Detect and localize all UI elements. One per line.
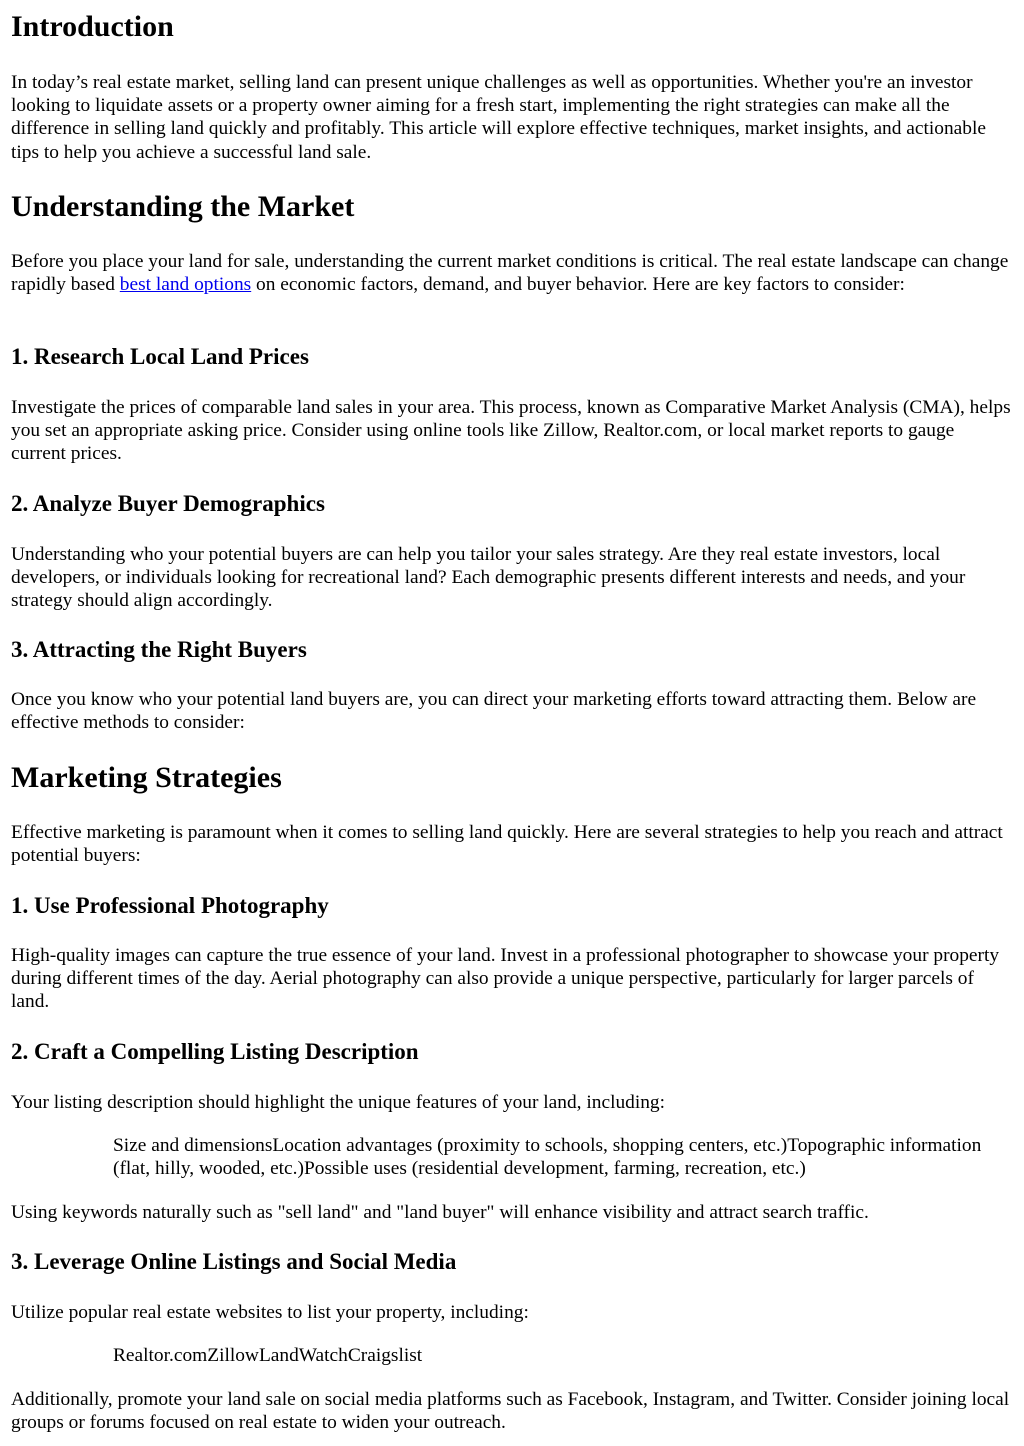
marketing-paragraph: Effective marketing is paramount when it comes to selling land quickly. Here are several strategies to help you reach and attract potential buyers:	[11, 822, 1003, 867]
keywords-paragraph: Using keywords naturally such as "sell land" and "land buyer" will enhance visibility and attract search traffic.	[11, 1202, 869, 1223]
heading-buyer-demographics: 2. Analyze Buyer Demographics	[11, 491, 325, 516]
listing-description-paragraph: Your listing description should highlight the unique features of your land, including:	[11, 1092, 666, 1113]
heading-introduction: Introduction	[11, 10, 174, 43]
photography-paragraph: High-quality images can capture the true essence of your land. Invest in a professional photographer to showcase your property during different times of the day. Aerial photography can also provide a unique perspective, particularly for larger parcels of land.	[11, 945, 1000, 1013]
heading-listing-description: 2. Craft a Compelling Listing Description	[11, 1039, 419, 1064]
market-text-after-link: on economic factors, demand, and buyer behavior. Here are key factors to consider:	[251, 274, 905, 296]
heading-understanding-market: Understanding the Market	[11, 190, 355, 223]
research-prices-paragraph: Investigate the prices of comparable land sales in your area. This process, known as Comparative Market Analysis (CMA), helps you set an appropriate asking price. Consider using online tools like Zillow, Realtor.com, or local market reports to gauge current prices.	[11, 397, 1011, 465]
market-text-before-link: Before you place your land for sale, understanding the current market conditions is critical. The real estate landscape can change rapidly based	[11, 251, 1009, 296]
best-land-options-link[interactable]: best land options	[119, 274, 252, 296]
heading-online-listings-social: 3. Leverage Online Listings and Social Media	[11, 1249, 457, 1274]
social-media-paragraph: Additionally, promote your land sale on social media platforms such as Facebook, Instagram, and Twitter. Consider joining local groups or forums focused on real estate to widen your outreach.	[11, 1389, 1010, 1434]
heading-marketing-strategies: Marketing Strategies	[11, 761, 282, 794]
online-listings-paragraph: Utilize popular real estate websites to list your property, including:	[11, 1302, 529, 1323]
market-paragraph	[11, 250, 1013, 296]
heading-attracting-buyers: 3. Attracting the Right Buyers	[11, 637, 307, 662]
listing-websites-list: Realtor.comZillowLandWatchCraigslist	[113, 1345, 423, 1366]
heading-research-prices: 1. Research Local Land Prices	[11, 344, 309, 369]
buyer-demographics-paragraph: Understanding who your potential buyers are can help you tailor your sales strategy. Are they real estate investors, local developers, or individuals looking for recreational land? Each demographic presents different interests and needs, and your strategy should align accordingly.	[11, 544, 966, 612]
listing-features-list: Size and dimensionsLocation advantages (proximity to schools, shopping centers, etc.)Topographic information (flat, hilly, wooded, etc.)Possible uses (residential development, farming, recreation, etc.)	[113, 1135, 982, 1180]
intro-paragraph: In today’s real estate market, selling land can present unique challenges as well as opportunities. Whether you're an investor looking to liquidate assets or a property owner aiming for a fresh start, implementing the right strategies can make all the difference in selling land quickly and profitably. This article will explore effective techniques, market insights, and actionable tips to help you achieve a successful land sale.	[11, 72, 986, 163]
attracting-buyers-paragraph: Once you know who your potential land buyers are, you can direct your marketing efforts toward attracting them. Below are effective methods to consider:	[11, 689, 977, 734]
heading-professional-photography: 1. Use Professional Photography	[11, 893, 329, 918]
